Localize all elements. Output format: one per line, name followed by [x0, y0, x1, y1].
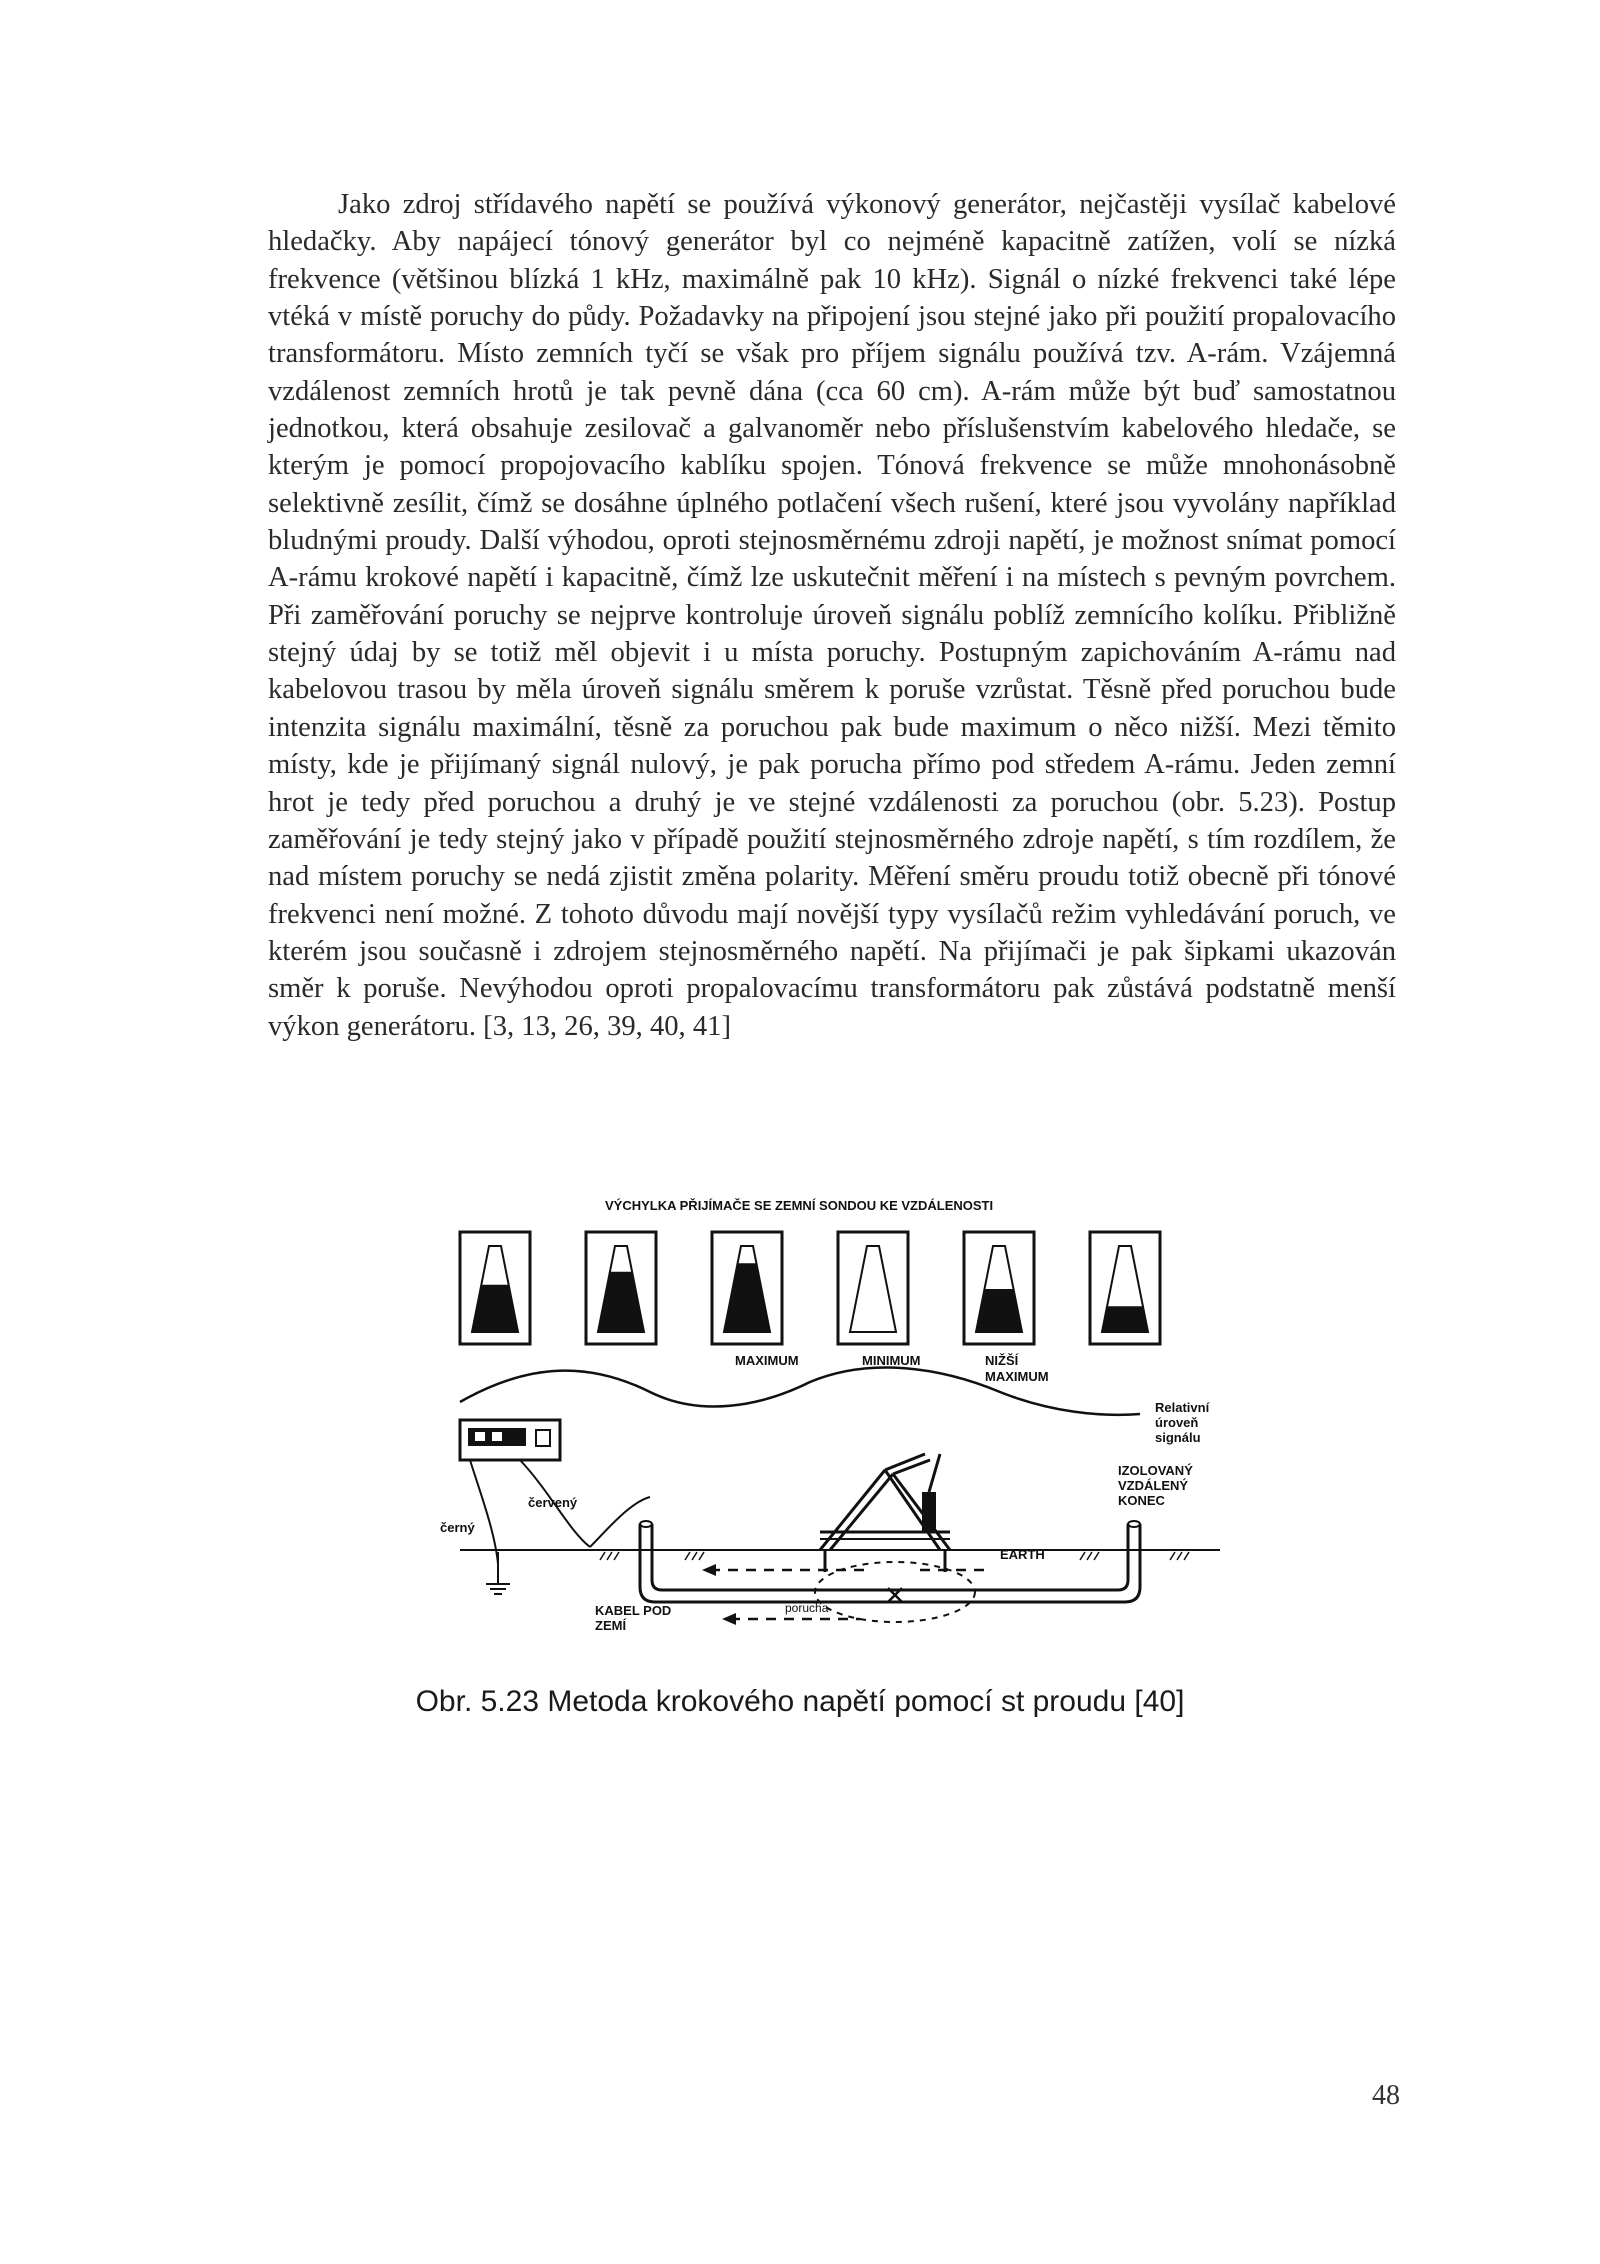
- step-voltage-diagram: [440, 1192, 1220, 1662]
- cable-label-1: KABEL POD: [595, 1603, 672, 1618]
- earth-label: EARTH: [1000, 1547, 1045, 1562]
- relative-label-3: signálu: [1155, 1430, 1201, 1445]
- buried-cable-inner: [652, 1524, 1128, 1590]
- meter-label-3: MAXIMUM: [735, 1353, 799, 1368]
- fault-label: porucha: [785, 1601, 829, 1615]
- isolated-label-3: KONEC: [1118, 1493, 1165, 1508]
- meter-label-5: NIŽŠÍ: [985, 1353, 1019, 1368]
- relative-label-1: Relativní: [1155, 1400, 1210, 1415]
- figure-title: VÝCHYLKA PŘIJÍMAČE SE ZEMNÍ SONDOU KE VZDÁLENOSTI: [605, 1198, 994, 1213]
- body-paragraph: Jako zdroj střídavého napětí se používá výkonový generátor, nejčastěji vysílač kabelové hledačky. Aby napájecí tónový generátor byl co nejméně kapacitně zatížen, volí se nízká frekvence (většinou blízká 1 kHz, maximálně pak 10 kHz). Signál o nízké frekvenci také lépe vtéká v místě poruchy do půdy. Požadavky na připojení jsou stejné jako při použití propalovacího transformátoru. Místo zemních tyčí se však pro příjem signálu používá tzv. A-rám. Vzájemná vzdálenost zemních hrotů je tak pevně dána (cca 60 cm). A-rám může být buď samostatnou jednotkou, která obsahuje zesilovač a galvanoměr nebo příslušenstvím kabelového hledače, se kterým je pomocí propojovacího kablíku spojen. Tónová frekvence se může mnohonásobně selektivně zesílit, čímž se dosáhne úplného potlačení všech rušení, které jsou vyvolány například bludnými proudy. Další výhodou, oproti stejnosměrnému zdroji napětí, je možnost snímat pomocí A-rámu krokové napětí i kapacitně, čímž lze uskutečnit měření i na místech s pevným povrchem. Při zaměřování poruchy se nejprve kontroluje úroveň signálu poblíž zemnícího kolíku. Přibližně stejný údaj by se totiž měl objevit i u místa poruchy. Postupným zapichováním A-rámu nad kabelovou trasou by měla úroveň signálu směrem k poruše vzrůstat. Těsně před poruchou bude intenzita signálu maximální, těsně za poruchou pak bude maximum o něco nižší. Mezi těmito místy, kde je přijímaný signál nulový, je pak porucha přímo pod středem A-rámu. Jeden zemní hrot je tedy před poruchou a druhý je ve stejné vzdálenosti za poruchou (obr. 5.23). Postup zaměřování je tedy stejný jako v případě použití stejnosměrného zdroje napětí, s tím rozdílem, že nad místem poruchy se nedá zjistit změna polarity. Měření směru proudu totiž obecně při tónové frekvenci není možné. Z tohoto důvodu mají novější typy vysílačů režim vyhledávání poruch, ve kterém jsou současně i zdrojem stejnosměrného napětí. Na přijímači je pak šipkami ukazován směr k poruše. Nevýhodou oproti propalovacímu transformátoru pak zůstává podstatně menší výkon generátoru. [3, 13, 26, 39, 40, 41]: [268, 189, 1396, 1042]
- figure-caption: Obr. 5.23 Metoda krokového napětí pomocí st proudu [40]: [415, 1685, 1185, 1718]
- red-label: červený: [528, 1495, 578, 1510]
- black-label: černý: [440, 1520, 475, 1535]
- generator-box: [460, 1420, 560, 1460]
- a-frame: [820, 1454, 950, 1572]
- page-number: 48: [1372, 2080, 1400, 2111]
- fault-arrow: [722, 1613, 736, 1625]
- meter-label-4: MINIMUM: [862, 1353, 921, 1368]
- surface-hatching: [600, 1552, 1189, 1560]
- isolated-label-1: IZOLOVANÝ: [1118, 1463, 1193, 1478]
- meter-group: [460, 1232, 1160, 1344]
- isolated-label-2: VZDÁLENÝ: [1118, 1478, 1189, 1493]
- black-wire: [470, 1460, 498, 1564]
- meter-label-5-line2: MAXIMUM: [985, 1369, 1049, 1384]
- ground-symbol: [486, 1552, 510, 1594]
- meter-fill-6: [1102, 1306, 1148, 1332]
- cable-label-2: ZEMÍ: [595, 1618, 627, 1633]
- meter-4: [838, 1232, 908, 1344]
- relative-label-2: úroveň: [1155, 1415, 1199, 1430]
- figure-step-voltage: [440, 1192, 1220, 1662]
- current-arrow: [702, 1564, 716, 1576]
